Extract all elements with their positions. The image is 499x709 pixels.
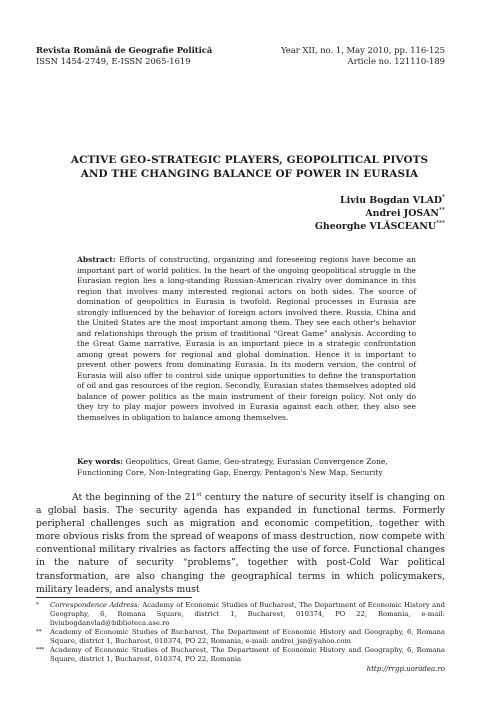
author-name: Andrei JOSAN [365,208,439,219]
footnote-mark: ** [36,629,42,635]
abstract [77,255,416,423]
body-paragraph [36,491,445,596]
footnote-text: Academy of Economic Studies of Bucharest, The Department of Economic History and Geography, 6, Romana Square, district 1, Bucharest, 010374, PO 22, Romania, e-mail: liviubogdanvlad@biblioteca.ase.ro [50,601,446,627]
footnote-text: Academy of Economic Studies of Bucharest, The Department of Economic History and Geography, 6, Romana Square, district 1, Bucharest, 010374, PO 22, Romania [50,646,445,663]
footnote-mark: * [36,602,39,608]
author-name: Liviu Bogdan VLAD [340,195,442,206]
body-text-start: At the beginning of the 21 [72,492,197,503]
journal-website: http://rrgp.uoradea.ro [366,665,445,673]
header-left [36,45,212,67]
footnote [36,646,445,664]
keywords [77,457,416,478]
author [315,220,445,233]
author [315,194,445,207]
abstract-label: Abstract: [77,255,116,264]
footnote [36,628,445,646]
author [315,207,445,220]
title-line-2: AND THE CHANGING BALANCE OF POWER IN EURASIA [80,168,419,180]
journal-name: Revista Română de Geografie Politică [36,45,213,55]
keywords-label: Key words: [77,457,124,466]
author-list [315,194,445,233]
author-mark: * [442,194,445,201]
footnotes [36,601,445,664]
footnote-text: Academy of Economic Studies of Bucharest, The Department of Economic History and Geography, 6, Romana Square, district 1, Bucharest, 010374, PO 22, Romania, e-mail: andrei_jsn@yahoo.com [50,628,445,645]
author-name: Gheorghe VLĂSCEANU [314,221,436,232]
author-mark: *** [436,220,445,227]
article-number: Article no. 121110-189 [347,56,445,66]
footnote [36,601,445,628]
footnote-mark: *** [36,647,45,653]
keywords-text: Geopolitics, Great Game, Geo-strategy, Eurasian Convergence Zone, Functioning Core, Non-Integrating Gap, Energy, Pentagon's New Map, Security [77,457,388,477]
footnote-divider [36,597,192,598]
body-text-rest: century the nature of security itself is changing on a global basis. The security agenda has expanded in functional terms. Formerly peripheral challenges such as migration and economic competition, together with more obvious risks from the spread of weapons of mass destruction, now compete with conventional military rivalries as factors affecting the use of force. Functional changes in the nature of security “problems”, together with post-Cold War political transformation, are also changing the geographical terms in which policymakers, military leaders, and analysts must [36,492,445,595]
title-line-1: ACTIVE GEO-STRATEGIC PLAYERS, GEOPOLITICAL PIVOTS [70,154,429,166]
issn: ISSN 1454-2749, E-ISSN 2065-1619 [36,56,191,66]
article-title [40,153,459,181]
issue-info: Year XII, no. 1, May 2010, pp. 116-125 [280,45,445,55]
header-right [281,45,445,67]
author-mark: ** [439,207,445,214]
abstract-text: Efforts of constructing, organizing and foreseeing regions have become an important part of world politics. In the heart of the ongoing geopolitical struggle in the Eurasian region lies a long-standing Russian-American rivalry over dominance in this region that involves many interested regional actors on both sides. The source of domination of geopolitics in Eurasia is twofold. Regional processes in Eurasia are strongly influenced by the behavior of foreign actors involved there. Russia, China and the United States are the most important among them. They see each other's behavior and relationships through the prism of traditional “Great Game” analysis. According to the Great Game narrative, Eurasia is an important piece in a strategic confrontation among great powers for regional and global domination. Hence it is important to prevent other powers from dominating Eurasia. In its modern version, the control of Eurasia will also offer to control side unique opportunities to define the transportation of oil and gas resources of the region. Secondly, Eurasian states themselves adopted old balance of power politics as the main instrument of their foreign policy. Not only do they try to play major powers involved in Eurasia against each other, they also see themselves in obligation to balance among themselves. [77,255,416,422]
ordinal-suffix: st [196,492,202,498]
footnote-lead: Correspondence Address: [50,601,140,609]
